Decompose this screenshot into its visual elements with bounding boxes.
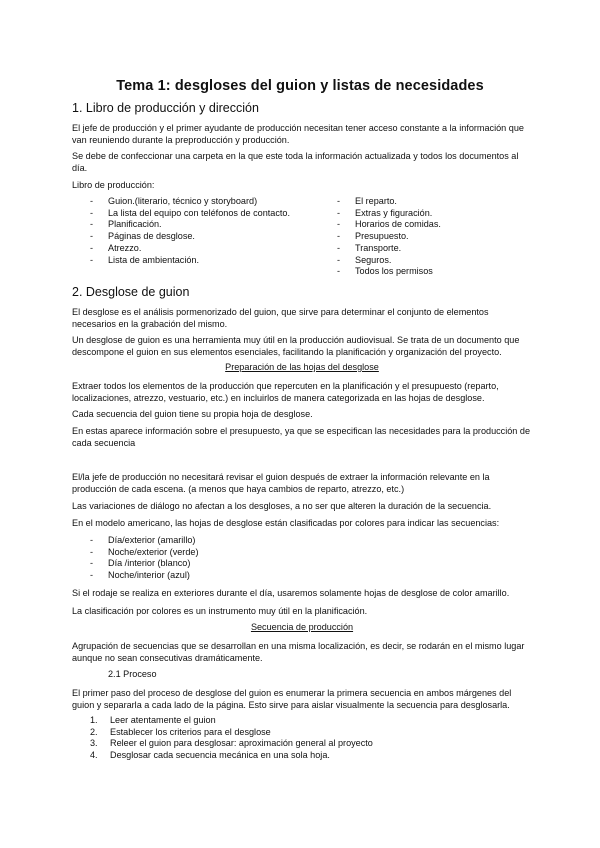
paragraph: El desglose es el análisis pormenorizado del guion, que sirve para determinar el conjunto de elementos necesarios en la grabación del mismo.: [72, 307, 489, 329]
list-item: [90, 738, 510, 750]
list-item-label: Todos los permisos: [355, 266, 433, 277]
subheading-secuencia: Secuencia de producción: [250, 622, 354, 632]
list-item: [90, 243, 290, 255]
list-item-label: Seguros.: [355, 254, 392, 265]
list-item: [337, 208, 517, 220]
list-item: [337, 255, 517, 267]
subheading-preparacion: Preparación de las hojas del desglose: [225, 362, 379, 372]
paragraph: Si el rodaje se realiza en exteriores durante el día, usaremos solamente hojas de desglose de color amarillo.: [72, 588, 510, 598]
step-number: 1.: [90, 715, 98, 725]
bullet-dash: -: [90, 570, 94, 581]
list-item: [337, 196, 517, 208]
bullet-dash: -: [90, 231, 94, 242]
process-steps-list: [90, 715, 510, 762]
bullet-dash: -: [90, 219, 94, 230]
list-item: [337, 231, 517, 243]
section-2-heading: 2. Desglose de guion: [72, 285, 190, 299]
bullet-dash: -: [337, 266, 341, 277]
bullet-dash: -: [90, 558, 94, 569]
bullet-dash: -: [90, 196, 94, 206]
paragraph: El primer paso del proceso de desglose del guion es enumerar la primera secuencia en ambos márgenes del guion y separarla a cada lado de la página. Esto sirve para aislar visualmente la secuencia para desglosarla.: [72, 688, 512, 710]
paragraph: El jefe de producción y el primer ayudante de producción necesitan tener acceso constante a la información que van reuniendo durante la preproducción y producción.: [72, 123, 524, 145]
list-item-label: Páginas de desglose.: [108, 231, 195, 242]
paragraph: Cada secuencia del guion tiene su propia hoja de desglose.: [72, 409, 313, 419]
section-1-heading: 1. Libro de producción y dirección: [72, 101, 259, 115]
list-item-label: Noche/exterior (verde): [108, 546, 199, 557]
list-item: [90, 558, 340, 570]
bullet-dash: -: [337, 254, 341, 265]
paragraph: Agrupación de secuencias que se desarrollan en una misma localización, es decir, se rodarán en el mismo lugar aunque no sean consecutivas dramáticamente.: [72, 641, 525, 663]
list-item-label: Noche/interior (azul): [108, 570, 190, 581]
list-item-label: Horarios de comidas.: [355, 219, 441, 230]
list-item-label: Releer el guion para desglosar: aproximación general al proyecto: [110, 738, 373, 749]
production-book-list-right: [337, 196, 517, 278]
paragraph: Extraer todos los elementos de la producción que repercuten en la planificación y el presupuesto (reparto, localizaciones, atrezzo, vestuario, etc.) en incluirlos de manera categorizada en las hojas de desglose.: [72, 381, 499, 403]
color-classification-list: [90, 535, 340, 582]
list-item: [337, 219, 517, 231]
bullet-dash: -: [90, 207, 94, 218]
list-item: [90, 196, 290, 208]
list-item-label: Día/exterior (amarillo): [108, 535, 196, 545]
bullet-dash: -: [90, 546, 94, 557]
subsection-heading-proceso: 2.1 Proceso: [108, 669, 157, 679]
step-number: 4.: [90, 750, 98, 761]
paragraph: El/la jefe de producción no necesitará revisar el guion después de extraer la información relevante en la producción de cada escena. (a menos que haya cambios de reparto, atrezzo, etc.): [72, 472, 490, 494]
list-item: [90, 547, 340, 559]
step-number: 3.: [90, 738, 98, 749]
bullet-dash: -: [90, 254, 94, 265]
bullet-dash: -: [90, 535, 94, 545]
bullet-dash: -: [337, 242, 341, 253]
step-number: 2.: [90, 726, 98, 737]
list-item-label: Guion.(literario, técnico y storyboard): [108, 196, 258, 206]
list-item-label: Presupuesto.: [355, 231, 409, 242]
list-item-label: Día /interior (blanco): [108, 558, 191, 569]
list-item-label: Leer atentamente el guion: [110, 715, 216, 725]
list-item-label: El reparto.: [355, 196, 397, 206]
bullet-dash: -: [337, 219, 341, 230]
list-item-label: Atrezzo.: [108, 242, 142, 253]
bullet-dash: -: [337, 196, 341, 206]
bullet-dash: -: [337, 231, 341, 242]
paragraph: En estas aparece información sobre el presupuesto, ya que se especifican las necesidades para la producción de cada secuencia: [72, 426, 530, 448]
production-book-list-left: [90, 196, 290, 266]
paragraph: La clasificación por colores es un instrumento muy útil en la planificación.: [72, 606, 368, 616]
list-item: [90, 231, 290, 243]
page-title: Tema 1: desgloses del guion y listas de necesidades: [116, 78, 484, 94]
list-item-label: La lista del equipo con teléfonos de contacto.: [108, 207, 291, 218]
paragraph: Libro de producción:: [72, 180, 155, 190]
list-item: [337, 266, 517, 278]
list-item: [90, 750, 510, 762]
paragraph: En el modelo americano, las hojas de desglose están clasificadas por colores para indicar las secuencias:: [72, 518, 500, 528]
list-item: [90, 570, 340, 582]
list-item: [90, 727, 510, 739]
list-item: [90, 208, 290, 220]
bullet-dash: -: [337, 207, 341, 218]
list-item: [90, 255, 290, 267]
list-item-label: Planificación.: [108, 219, 162, 230]
list-item: [337, 243, 517, 255]
list-item-label: Transporte.: [355, 242, 402, 253]
list-item: [90, 535, 340, 547]
list-item-label: Establecer los criterios para el desglose: [110, 726, 271, 737]
bullet-dash: -: [90, 242, 94, 253]
paragraph: Se debe de confeccionar una carpeta en la que este toda la información actualizada y todos los documentos al día.: [72, 151, 519, 173]
list-item-label: Desglosar cada secuencia mecánica en una sola hoja.: [110, 750, 330, 761]
paragraph: Las variaciones de diálogo no afectan a los desgloses, a no ser que alteren la duración de la secuencia.: [72, 501, 492, 511]
list-item: [90, 715, 510, 727]
list-item-label: Extras y figuración.: [355, 207, 433, 218]
list-item: [90, 219, 290, 231]
paragraph: Un desglose de guion es una herramienta muy útil en la producción audiovisual. Se trata de un documento que descompone el guion en sus elementos esenciales, facilitando la planificación y organización del proyecto.: [72, 335, 520, 357]
list-item-label: Lista de ambientación.: [108, 254, 199, 265]
